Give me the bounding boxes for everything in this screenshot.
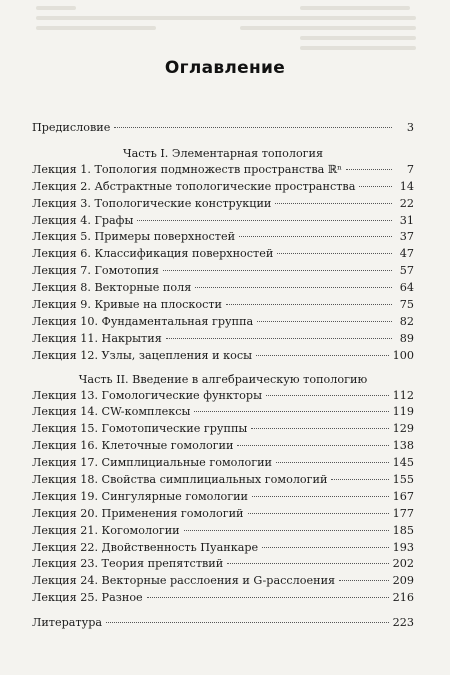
toc-entry-label: Лекция 16. Клеточные гомологии	[32, 439, 234, 453]
toc-entry-label: Лекция 23. Теория препятствий	[32, 557, 224, 571]
toc-entry-label: Лекция 12. Узлы, зацепления и косы	[32, 348, 253, 362]
dot-leader	[331, 479, 388, 480]
dot-leader	[275, 203, 392, 204]
dot-leader	[166, 338, 392, 339]
toc-entry-label: Лекция 4. Графы	[32, 213, 134, 227]
toc-entry-label: Лекция 10. Фундаментальная группа	[32, 314, 254, 328]
toc-entry[interactable]	[32, 213, 414, 230]
toc-entry[interactable]	[32, 263, 414, 280]
toc-entry[interactable]	[32, 540, 414, 557]
toc-entry-label: Лекция 21. Когомологии	[32, 523, 180, 537]
dot-leader	[114, 127, 392, 128]
toc-entry-page: 119	[392, 405, 414, 419]
toc-entry-page: 202	[392, 557, 414, 571]
toc-entry-label: Лекция 14. CW-комплексы	[32, 405, 191, 419]
toc-entry-page: 185	[392, 523, 414, 537]
toc-entry-page: 22	[399, 196, 414, 210]
toc-entry[interactable]	[32, 280, 414, 297]
toc-entry[interactable]	[32, 162, 414, 179]
toc-entry[interactable]	[32, 590, 414, 607]
toc-entry-label: Лекция 17. Симплициальные гомологии	[32, 456, 273, 470]
dot-leader	[237, 445, 388, 446]
toc-entry-page: 64	[399, 281, 414, 295]
toc-entry-page: 112	[392, 388, 414, 402]
toc-entry-page: 145	[392, 456, 414, 470]
toc-entry[interactable]	[32, 388, 414, 405]
part-heading-2: Часть II. Введение в алгебраическую топологию	[78, 372, 368, 386]
toc-entry[interactable]	[32, 472, 414, 489]
toc-entry-page: 209	[392, 574, 414, 588]
toc-entry[interactable]	[32, 523, 414, 540]
dot-leader	[106, 622, 389, 623]
toc-entry[interactable]	[32, 196, 414, 213]
dot-leader	[195, 287, 392, 288]
dot-leader	[346, 169, 392, 170]
dot-leader	[184, 530, 389, 531]
toc-entry-label: Литература	[32, 616, 103, 630]
toc-entry-page: 75	[399, 298, 414, 312]
dot-leader	[339, 580, 389, 581]
dot-leader	[137, 220, 392, 221]
toc-entry-page: 89	[399, 331, 414, 345]
toc-entry-page: 167	[392, 489, 414, 503]
toc-entry-label: Лекция 22. Двойственность Пуанкаре	[32, 540, 259, 554]
dot-leader	[194, 411, 388, 412]
toc-entry-page: 155	[392, 473, 414, 487]
toc-entry-label: Лекция 11. Накрытия	[32, 331, 162, 345]
dot-leader	[147, 597, 389, 598]
toc-entry-label: Лекция 1. Топология подмножеств пространства ℝⁿ	[32, 162, 343, 176]
toc-entry-page: 37	[399, 230, 414, 244]
toc-entry[interactable]	[32, 179, 414, 196]
part-heading-1: Часть I. Элементарная топология	[122, 146, 324, 160]
toc-entry[interactable]	[32, 506, 414, 523]
dot-leader	[239, 236, 392, 237]
toc-entry-page: 138	[392, 439, 414, 453]
toc-entry[interactable]	[32, 573, 414, 590]
toc-entry[interactable]	[32, 556, 414, 573]
toc-entry-label: Лекция 13. Гомологические функторы	[32, 388, 262, 402]
toc-entry-label: Лекция 8. Векторные поля	[32, 281, 192, 295]
dot-leader	[256, 355, 389, 356]
toc-entry[interactable]	[32, 455, 414, 472]
toc-entry-label: Лекция 15. Гомотопические группы	[32, 422, 248, 436]
dot-leader	[163, 270, 392, 271]
toc-entry-preface[interactable]	[32, 120, 414, 137]
toc-entry[interactable]	[32, 229, 414, 246]
dot-leader	[262, 547, 388, 548]
toc-entry-page: 223	[392, 616, 414, 630]
dot-leader	[251, 428, 388, 429]
toc-entry-label: Лекция 20. Применения гомологий	[32, 506, 244, 520]
toc-entry[interactable]	[32, 297, 414, 314]
toc-entry-page: 100	[392, 348, 414, 362]
toc-entry[interactable]	[32, 404, 414, 421]
toc-entry-label: Лекция 18. Свойства симплициальных гомологий	[32, 473, 328, 487]
toc-entry-page: 3	[406, 121, 414, 134]
toc-entry-page: 7	[406, 162, 414, 176]
toc-entry-label: Лекция 24. Векторные расслоения и G-расслоения	[32, 574, 336, 588]
toc-entry-page: 82	[399, 314, 414, 328]
dot-leader	[257, 321, 392, 322]
dot-leader	[277, 253, 392, 254]
dot-leader	[359, 186, 392, 187]
toc-entry-page: 31	[399, 213, 414, 227]
toc-entry-page: 57	[399, 264, 414, 278]
toc-entry[interactable]	[32, 331, 414, 348]
toc-entry-page: 47	[399, 247, 414, 261]
toc-entry[interactable]	[32, 348, 414, 365]
dot-leader	[226, 304, 392, 305]
toc-entry-page: 216	[392, 591, 414, 605]
toc-entry-label: Лекция 3. Топологические конструкции	[32, 196, 272, 210]
toc-entry[interactable]	[32, 438, 414, 455]
toc-entry[interactable]	[32, 246, 414, 263]
table-of-contents	[32, 120, 414, 632]
dot-leader	[227, 563, 388, 564]
toc-entry-label: Лекция 25. Разное	[32, 591, 143, 605]
toc-entry-label: Лекция 6. Классификация поверхностей	[32, 247, 274, 261]
toc-entry[interactable]	[32, 489, 414, 506]
toc-entry[interactable]	[32, 421, 414, 438]
toc-entry-page: 177	[392, 506, 414, 520]
dot-leader	[266, 395, 389, 396]
toc-entry-page: 193	[392, 540, 414, 554]
toc-entry-page: 14	[399, 179, 414, 193]
toc-entry-label: Лекция 9. Кривые на плоскости	[32, 298, 222, 312]
dot-leader	[276, 462, 389, 463]
bleed-through-text	[0, 0, 450, 55]
toc-entry-page: 129	[392, 422, 414, 436]
toc-entry-label: Предисловие	[32, 121, 111, 134]
dot-leader	[252, 496, 389, 497]
toc-entry-label: Лекция 7. Гомотопия	[32, 264, 159, 278]
toc-entry[interactable]	[32, 314, 414, 331]
dot-leader	[248, 513, 389, 514]
toc-entry-label: Лекция 5. Примеры поверхностей	[32, 230, 236, 244]
toc-entry-label: Лекция 19. Сингулярные гомологии	[32, 489, 248, 503]
page-title: Оглавление	[164, 58, 286, 78]
toc-entry-bibliography[interactable]	[32, 615, 414, 632]
toc-entry-label: Лекция 2. Абстрактные топологические пространства	[32, 179, 356, 193]
